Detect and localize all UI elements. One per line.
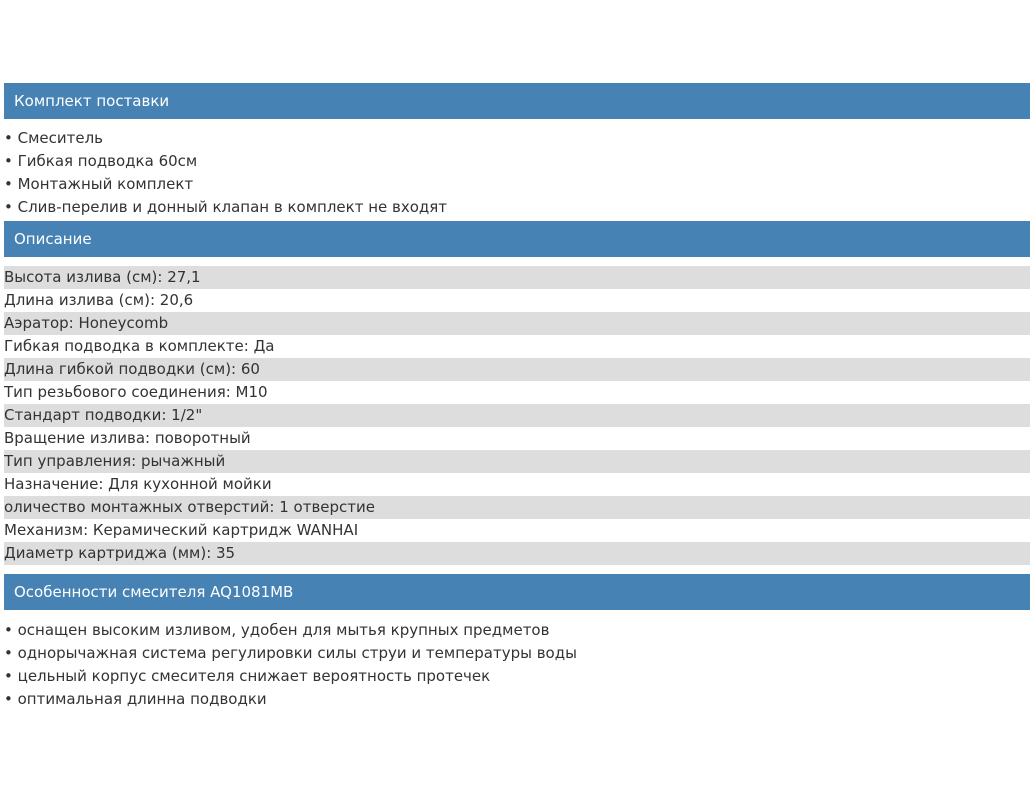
delivery-list <box>4 119 1030 221</box>
spec-row: Механизм: Керамический картридж WANHAI <box>4 519 1030 542</box>
features-list <box>4 610 1030 711</box>
spec-row: Диаметр картриджа (мм): 35 <box>4 542 1030 565</box>
list-item: • Гибкая подводка 60см <box>4 152 198 170</box>
list-item: • Монтажный комплект <box>4 175 194 193</box>
spec-row: Назначение: Для кухонной мойки <box>4 473 1030 496</box>
spec-row: оличество монтажных отверстий: 1 отверстие <box>4 496 1030 519</box>
product-specs <box>4 83 1030 711</box>
spec-table <box>4 257 1030 574</box>
list-item: • оптимальная длинна подводки <box>4 690 267 708</box>
section-header-description: Описание <box>4 221 1030 257</box>
spec-row: Высота излива (см): 27,1 <box>4 266 1030 289</box>
list-item: • Слив-перелив и донный клапан в комплект не входят <box>4 198 448 216</box>
spec-row: Вращение излива: поворотный <box>4 427 1030 450</box>
spec-row: Гибкая подводка в комплекте: Да <box>4 335 1030 358</box>
list-item: • оснащен высоким изливом, удобен для мытья крупных предметов <box>4 621 550 639</box>
spec-row: Длина излива (см): 20,6 <box>4 289 1030 312</box>
list-item: • Смеситель <box>4 129 104 147</box>
section-header-features: Особенности смесителя AQ1081MB <box>4 574 1030 610</box>
spec-row: Длина гибкой подводки (см): 60 <box>4 358 1030 381</box>
section-header-delivery: Комплект поставки <box>4 83 1030 119</box>
spec-row: Аэратор: Honeycomb <box>4 312 1030 335</box>
spec-row: Тип резьбового соединения: М10 <box>4 381 1030 404</box>
spec-row: Тип управления: рычажный <box>4 450 1030 473</box>
spec-row: Стандарт подводки: 1/2" <box>4 404 1030 427</box>
list-item: • однорычажная система регулировки силы струи и температуры воды <box>4 644 577 662</box>
list-item: • цельный корпус смесителя снижает вероятность протечек <box>4 667 491 685</box>
